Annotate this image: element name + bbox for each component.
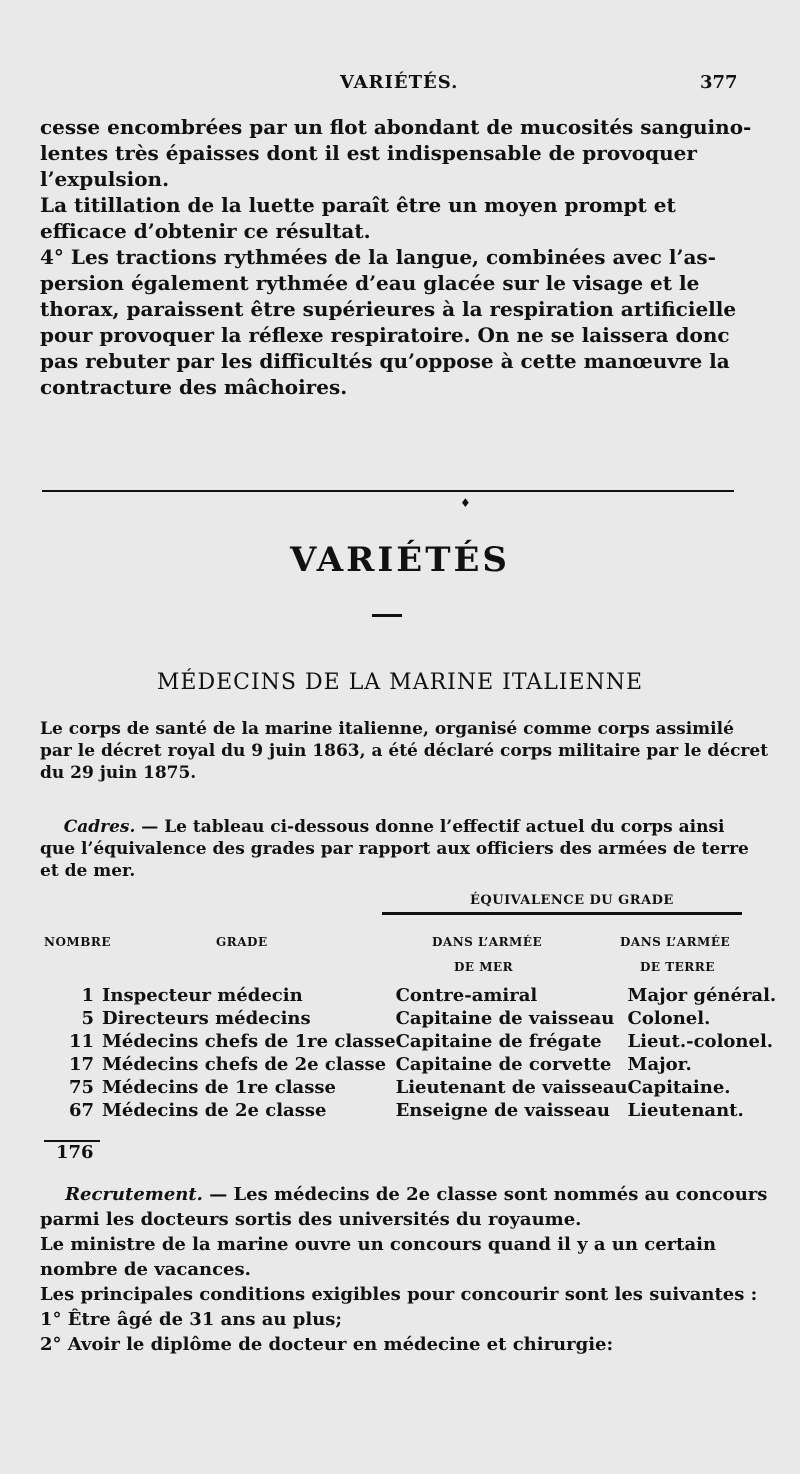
cell-grade: Médecins de 2e classe — [102, 1100, 327, 1121]
grades-table — [42, 984, 798, 1122]
intro-paragraph — [40, 114, 768, 400]
paragraph-cadres — [40, 816, 760, 882]
text-line: pour provoquer la réflexe respiratoire. On ne se laissera donc — [40, 323, 730, 347]
text-line: et de mer. — [40, 861, 136, 881]
cell-terre: Lieutenant. — [627, 1100, 744, 1121]
col-header-nombre: NOMBRE — [44, 935, 111, 949]
cell-nombre: 75 — [68, 1077, 94, 1098]
col-header-mer-2: DE MER — [454, 960, 514, 974]
article-subtitle: MÉDECINS DE LA MARINE ITALIENNE — [156, 670, 644, 695]
text-line: Le ministre de la marine ouvre un concours quand il y a un certain — [40, 1234, 717, 1255]
table-row — [42, 1007, 798, 1030]
section-divider — [42, 490, 734, 492]
text-line: par le décret royal du 9 juin 1863, a été déclaré corps militaire par le décret — [40, 741, 769, 761]
text-line: parmi les docteurs sortis des universités du royaume. — [40, 1209, 582, 1230]
table-row — [42, 1030, 798, 1053]
table-total: 176 — [56, 1142, 94, 1163]
text-line: Le corps de santé de la marine italienne, organisé comme corps assimilé — [40, 719, 734, 739]
text-line: 4° Les tractions rythmées de la langue, combinées avec l’as- — [40, 245, 716, 269]
col-header-mer-1: DANS L’ARMÉE — [432, 935, 543, 949]
text-line: que l’équivalence des grades par rapport aux officiers des armées de terre — [40, 839, 749, 859]
cell-mer: Capitaine de corvette — [395, 1054, 612, 1075]
col-header-grade: GRADE — [216, 935, 268, 949]
cell-terre: Capitaine. — [627, 1077, 731, 1098]
page-number: 377 — [700, 72, 738, 93]
col-header-terre-1: DANS L’ARMÉE — [620, 935, 731, 949]
table-row — [42, 1053, 798, 1076]
table-row — [42, 1099, 798, 1122]
text-line: contracture des mâchoires. — [40, 375, 348, 399]
cell-mer: Contre-amiral — [395, 985, 538, 1006]
cell-mer: Enseigne de vaisseau — [395, 1100, 610, 1121]
cell-mer: Capitaine de vaisseau — [395, 1008, 615, 1029]
paragraph-decret — [40, 718, 769, 784]
equivalence-header: ÉQUIVALENCE DU GRADE — [470, 893, 674, 908]
col-header-terre-2: DE TERRE — [640, 960, 715, 974]
cell-nombre: 1 — [81, 985, 94, 1006]
cell-grade: Médecins de 1re classe — [102, 1077, 336, 1098]
recrutement-text: — Les médecins de 2e classe sont nommés au concours — [202, 1184, 768, 1205]
text-line: nombre de vacances. — [40, 1259, 251, 1280]
table-row — [42, 984, 798, 1007]
text-line: l’expulsion. — [40, 167, 170, 191]
cell-grade: Directeurs médecins — [102, 1008, 311, 1029]
text-line — [40, 1182, 768, 1207]
text-line: thorax, paraissent être supérieures à la respiration artificielle — [40, 297, 737, 321]
cell-nombre: 17 — [68, 1054, 94, 1075]
cadres-text: — Le tableau ci-dessous donne l’effectif actuel du corps ainsi — [135, 817, 725, 837]
recrutement-label: Recrutement. — [65, 1184, 203, 1205]
cell-grade: Médecins chefs de 1re classe — [102, 1031, 396, 1052]
divider-ornament: ♦ — [460, 496, 471, 510]
cell-mer: Lieutenant de vaisseau — [395, 1077, 628, 1098]
text-line: du 29 juin 1875. — [40, 763, 197, 783]
text-line: pas rebuter par les difficultés qu’oppose à cette manœuvre la — [40, 349, 730, 373]
paragraph-closing — [40, 1232, 760, 1357]
text-line: lentes très épaisses dont il est indispensable de provoquer — [40, 141, 697, 165]
cell-terre: Major général. — [627, 985, 777, 1006]
table-row — [42, 1076, 798, 1099]
cell-terre: Major. — [627, 1054, 692, 1075]
text-line: efficace d’obtenir ce résultat. — [40, 219, 371, 243]
running-head — [0, 72, 800, 102]
text-line: cesse encombrées par un flot abondant de mucosités sanguino- — [40, 115, 752, 139]
cell-nombre: 5 — [81, 1008, 94, 1029]
text-line: 1° Être âgé de 31 ans au plus; — [40, 1309, 343, 1330]
cadres-label: Cadres. — [63, 817, 136, 837]
text-line: La titillation de la luette paraît être un moyen prompt et — [40, 193, 676, 217]
cell-grade: Médecins chefs de 2e classe — [102, 1054, 387, 1075]
section-title: VARIÉTÉS — [290, 540, 510, 580]
running-head-title: VARIÉTÉS. — [340, 72, 459, 93]
paragraph-recrutement — [40, 1182, 768, 1232]
text-line: persion également rythmée d’eau glacée sur le visage et le — [40, 271, 700, 295]
text-line: 2° Avoir le diplôme de docteur en médecine et chirurgie: — [40, 1334, 614, 1355]
cell-nombre: 67 — [68, 1100, 94, 1121]
text-line — [40, 816, 760, 838]
cell-terre: Lieut.-colonel. — [627, 1031, 774, 1052]
cell-nombre: 11 — [68, 1031, 94, 1052]
cell-terre: Colonel. — [627, 1008, 711, 1029]
cell-mer: Capitaine de frégate — [395, 1031, 602, 1052]
equivalence-rule — [382, 912, 742, 915]
text-line: Les principales conditions exigibles pour concourir sont les suivantes : — [40, 1284, 758, 1305]
cell-grade: Inspecteur médecin — [102, 985, 303, 1006]
title-dash — [372, 614, 402, 617]
